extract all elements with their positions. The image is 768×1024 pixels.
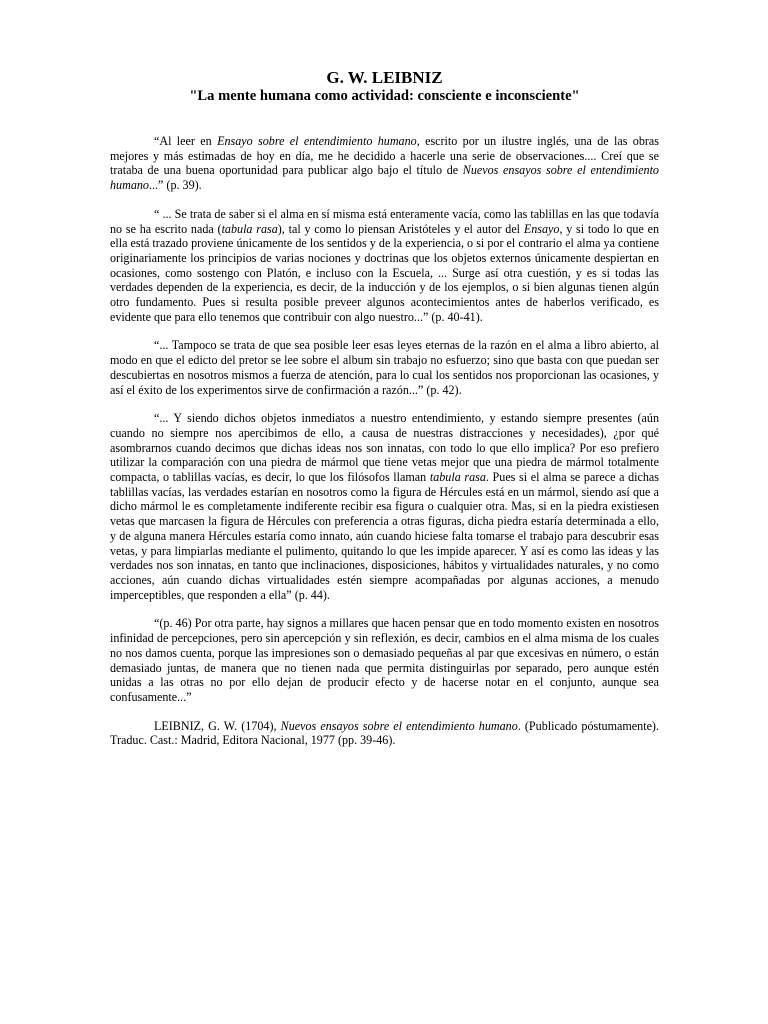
text-run: , y si todo lo que en ella está trazado proviene únicamente de los sentidos y de la experiencia, o si por el contrario el alma ya contiene originariamente los principios de varias nociones y doctrinas que los objetos externos únicamente despiertan en ocasiones, como sostengo con Platón, e incluso con la Escuela, ... Surge así otra cuestión, y es si todas las verdades dependen de la experiencia, es decir, de la inducción y de los ejemplos, o si bien algunas tienen algún otro fundamento. Pues si resulta posible preveer algunos acontecimientos antes de haberlos verificado, es evidente que para ello tenemos que contribuir con algo nuestro...” (p. 40-41). (110, 221, 660, 324)
text-run: “Al leer en (154, 134, 218, 148)
text-run: “ ... Se trata de saber si el alma en sí misma está enteramente vacía, como las tablillas en las que todavía no se ha escrito nada ( (110, 206, 659, 236)
author-heading: G. W. LEIBNIZ (326, 68, 443, 87)
quote-paragraph (110, 338, 659, 397)
italic-title-run: Nuevos ensayos sobre el entendimiento humano (110, 163, 659, 193)
quote-paragraph (110, 616, 659, 704)
italic-title-run: Nuevos ensayos sobre el entendimiento humano (280, 718, 518, 733)
text-run: “(p. 46) Por otra parte, hay signos a millares que hacen pensar que en todo momento existen en nosotros infinidad de percepciones, pero sin apercepción y sin reflexión, es decir, cambios en el alma misma de los cuales no nos damos cuenta, porque las impresiones son o demasiado pequeñas al par que excesivas en número, o están demasiado juntas, de manera que no tienen nada que permita distinguirlas por separado, pero aunque estén unidas a las otras no por ello dejan de producir efecto y de hacerse notar en el conjunto, aunque sea confusamente...” (110, 616, 659, 704)
text-run: “... Y siendo dichos objetos inmediatos a nuestro entendimiento, y estando siempre presentes (aún cuando no siempre nos apercibimos de ello, a causa de nuestras distracciones y necesidades), ¿por qué asombrarnos cuando decimos que dichas ideas nos son innatas, con todo lo que ello implica? Por eso prefiero utilizar la comparación con una piedra de mármol que tiene vetas mejor que una piedra de mármol totalmente compacta, o tablillas vacías, es decir, lo que los filósofos llaman (110, 411, 659, 485)
text-run: ), tal y como lo piensan Aristóteles y el autor del (277, 221, 524, 236)
text-run: LEIBNIZ, G. W. (1704), (154, 718, 281, 733)
bibliographic-reference (110, 719, 659, 748)
quotes-body (110, 134, 659, 705)
text-run: “... Tampoco se trata de que sea posible leer esas leyes eternas de la razón en el alma a libro abierto, al modo en que el edicto del pretor se lee sobre el album sin trabajo no esfuerzo; sino que basta con que puedan ser descubiertas en nosotros mismos a fuerza de atención, para lo cual los sentidos nos proporcionan las ocasiones, y así el éxito de los experimentos sirve de confirmación a razón...” (p. 42). (110, 338, 659, 397)
document-title: "La mente humana como actividad: consciente e inconsciente" (189, 88, 580, 104)
text-run: ...” (p. 39). (148, 178, 202, 193)
quote-paragraph (110, 134, 659, 193)
quote-paragraph (110, 207, 659, 325)
text-run: , escrito por un ilustre inglés, una de las obras mejores y más estimadas de hoy en día, me he decidido a hacerle una serie de observaciones.... Creí que se trataba de una buena oportunidad para publicar algo bajo el título de (110, 134, 659, 178)
italic-title-run: Ensayo (523, 221, 560, 236)
quote-paragraph (110, 411, 659, 602)
text-run: . Pues si el alma se parece a dichas tablillas vacías, las verdades estarían en nosotros como la figura de Hércules está en un mármol, siendo así que a dicho mármol le es completamente indiferente recibir esa figura o cualquier otra. Mas, si en la piedra existiesen vetas que marcasen la figura de Hércules con preferencia a otras figuras, dicha piedra estaría determinada a ello, y de alguna manera Hércules estaría como innato, aún cuando hiciese falta tomarse el trabajo para descubrir esas vetas, y para limpiarlas mediante el pulimento, quitando lo que les impide aparecer. Y así es como las ideas y las verdades nos son innatas, en tanto que inclinaciones, disposiciones, hábitos y virtualidades naturales, y no como acciones, aún cuando dichas virtualidades estén siempre acompañadas por algunas acciones, a menudo imperceptibles, que responden a ella” (p. 44). (110, 470, 659, 602)
document-page (110, 68, 659, 762)
italic-title-run: Ensayo sobre el entendimiento humano (217, 134, 417, 148)
text-run: . (Publicado póstumamente). Traduc. Cast.: Madrid, Editora Nacional, 1977 (pp. 39-46). (110, 718, 659, 748)
italic-title-run: tabula rasa (429, 470, 486, 485)
italic-title-run: tabula rasa (221, 221, 278, 236)
